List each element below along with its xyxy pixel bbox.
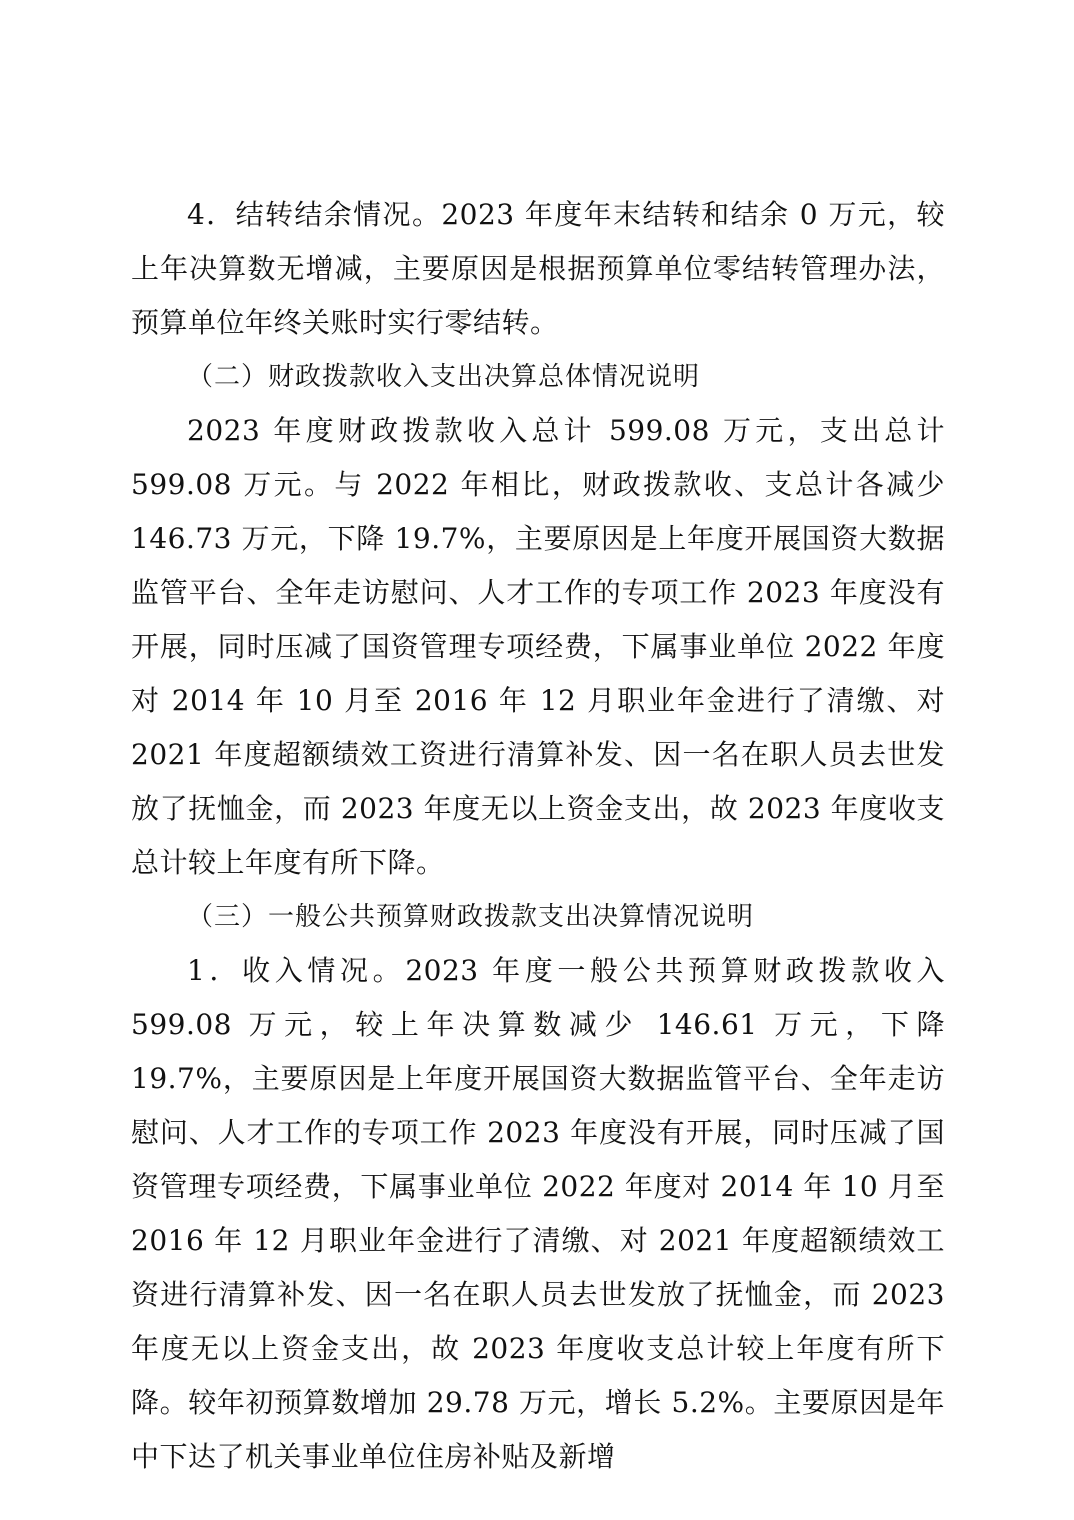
document-body — [131, 188, 945, 1484]
section-heading-fiscal-appropriation-overview: （二）财政拨款收入支出决算总体情况说明 — [187, 362, 701, 392]
section-heading-general-public-budget: （三）一般公共预算财政拨款支出决算情况说明 — [187, 902, 755, 932]
paragraph-carryover-balance: 4．结转结余情况。2023 年度年末结转和结余 0 万元，较上年决算数无增减，主要原因是根据预算单位零结转管理办法，预算单位年终关账时实行零结转。 — [131, 198, 945, 339]
paragraph-income-situation: 1．收入情况。2023 年度一般公共预算财政拨款收入 599.08 万元，较上年决算数减少 146.61 万元，下降 19.7%，主要原因是上年度开展国资大数据监管平台、全年走访慰问、人才工作的专项工作 2023 年度没有开展，同时压减了国资管理专项经费，下属事业单位 2022 年度对 2014 年 10 月至 2016 年 12 月职业年金进行了清缴、对 2021 年度超额绩效工资进行清算补发、因一名在职人员去世发放了抚恤金，而 2023 年度无以上资金支出，故 2023 年度收支总计较上年度有所下降。较年初预算数增加 29.78 万元，增长 5.2%。主要原因是年中下达了机关事业单位住房补贴及新增 — [131, 954, 945, 1473]
paragraph-fiscal-appropriation-overview: 2023 年度财政拨款收入总计 599.08 万元，支出总计 599.08 万元。与 2022 年相比，财政拨款收、支总计各减少 146.73 万元，下降 19.7%，主要原因是上年度开展国资大数据监管平台、全年走访慰问、人才工作的专项工作 2023 年度没有开展，同时压减了国资管理专项经费，下属事业单位 2022 年度对 2014 年 10 月至 2016 年 12 月职业年金进行了清缴、对 2021 年度超额绩效工资进行清算补发、因一名在职人员去世发放了抚恤金，而 2023 年度无以上资金支出，故 2023 年度收支总计较上年度有所下降。 — [131, 414, 945, 879]
